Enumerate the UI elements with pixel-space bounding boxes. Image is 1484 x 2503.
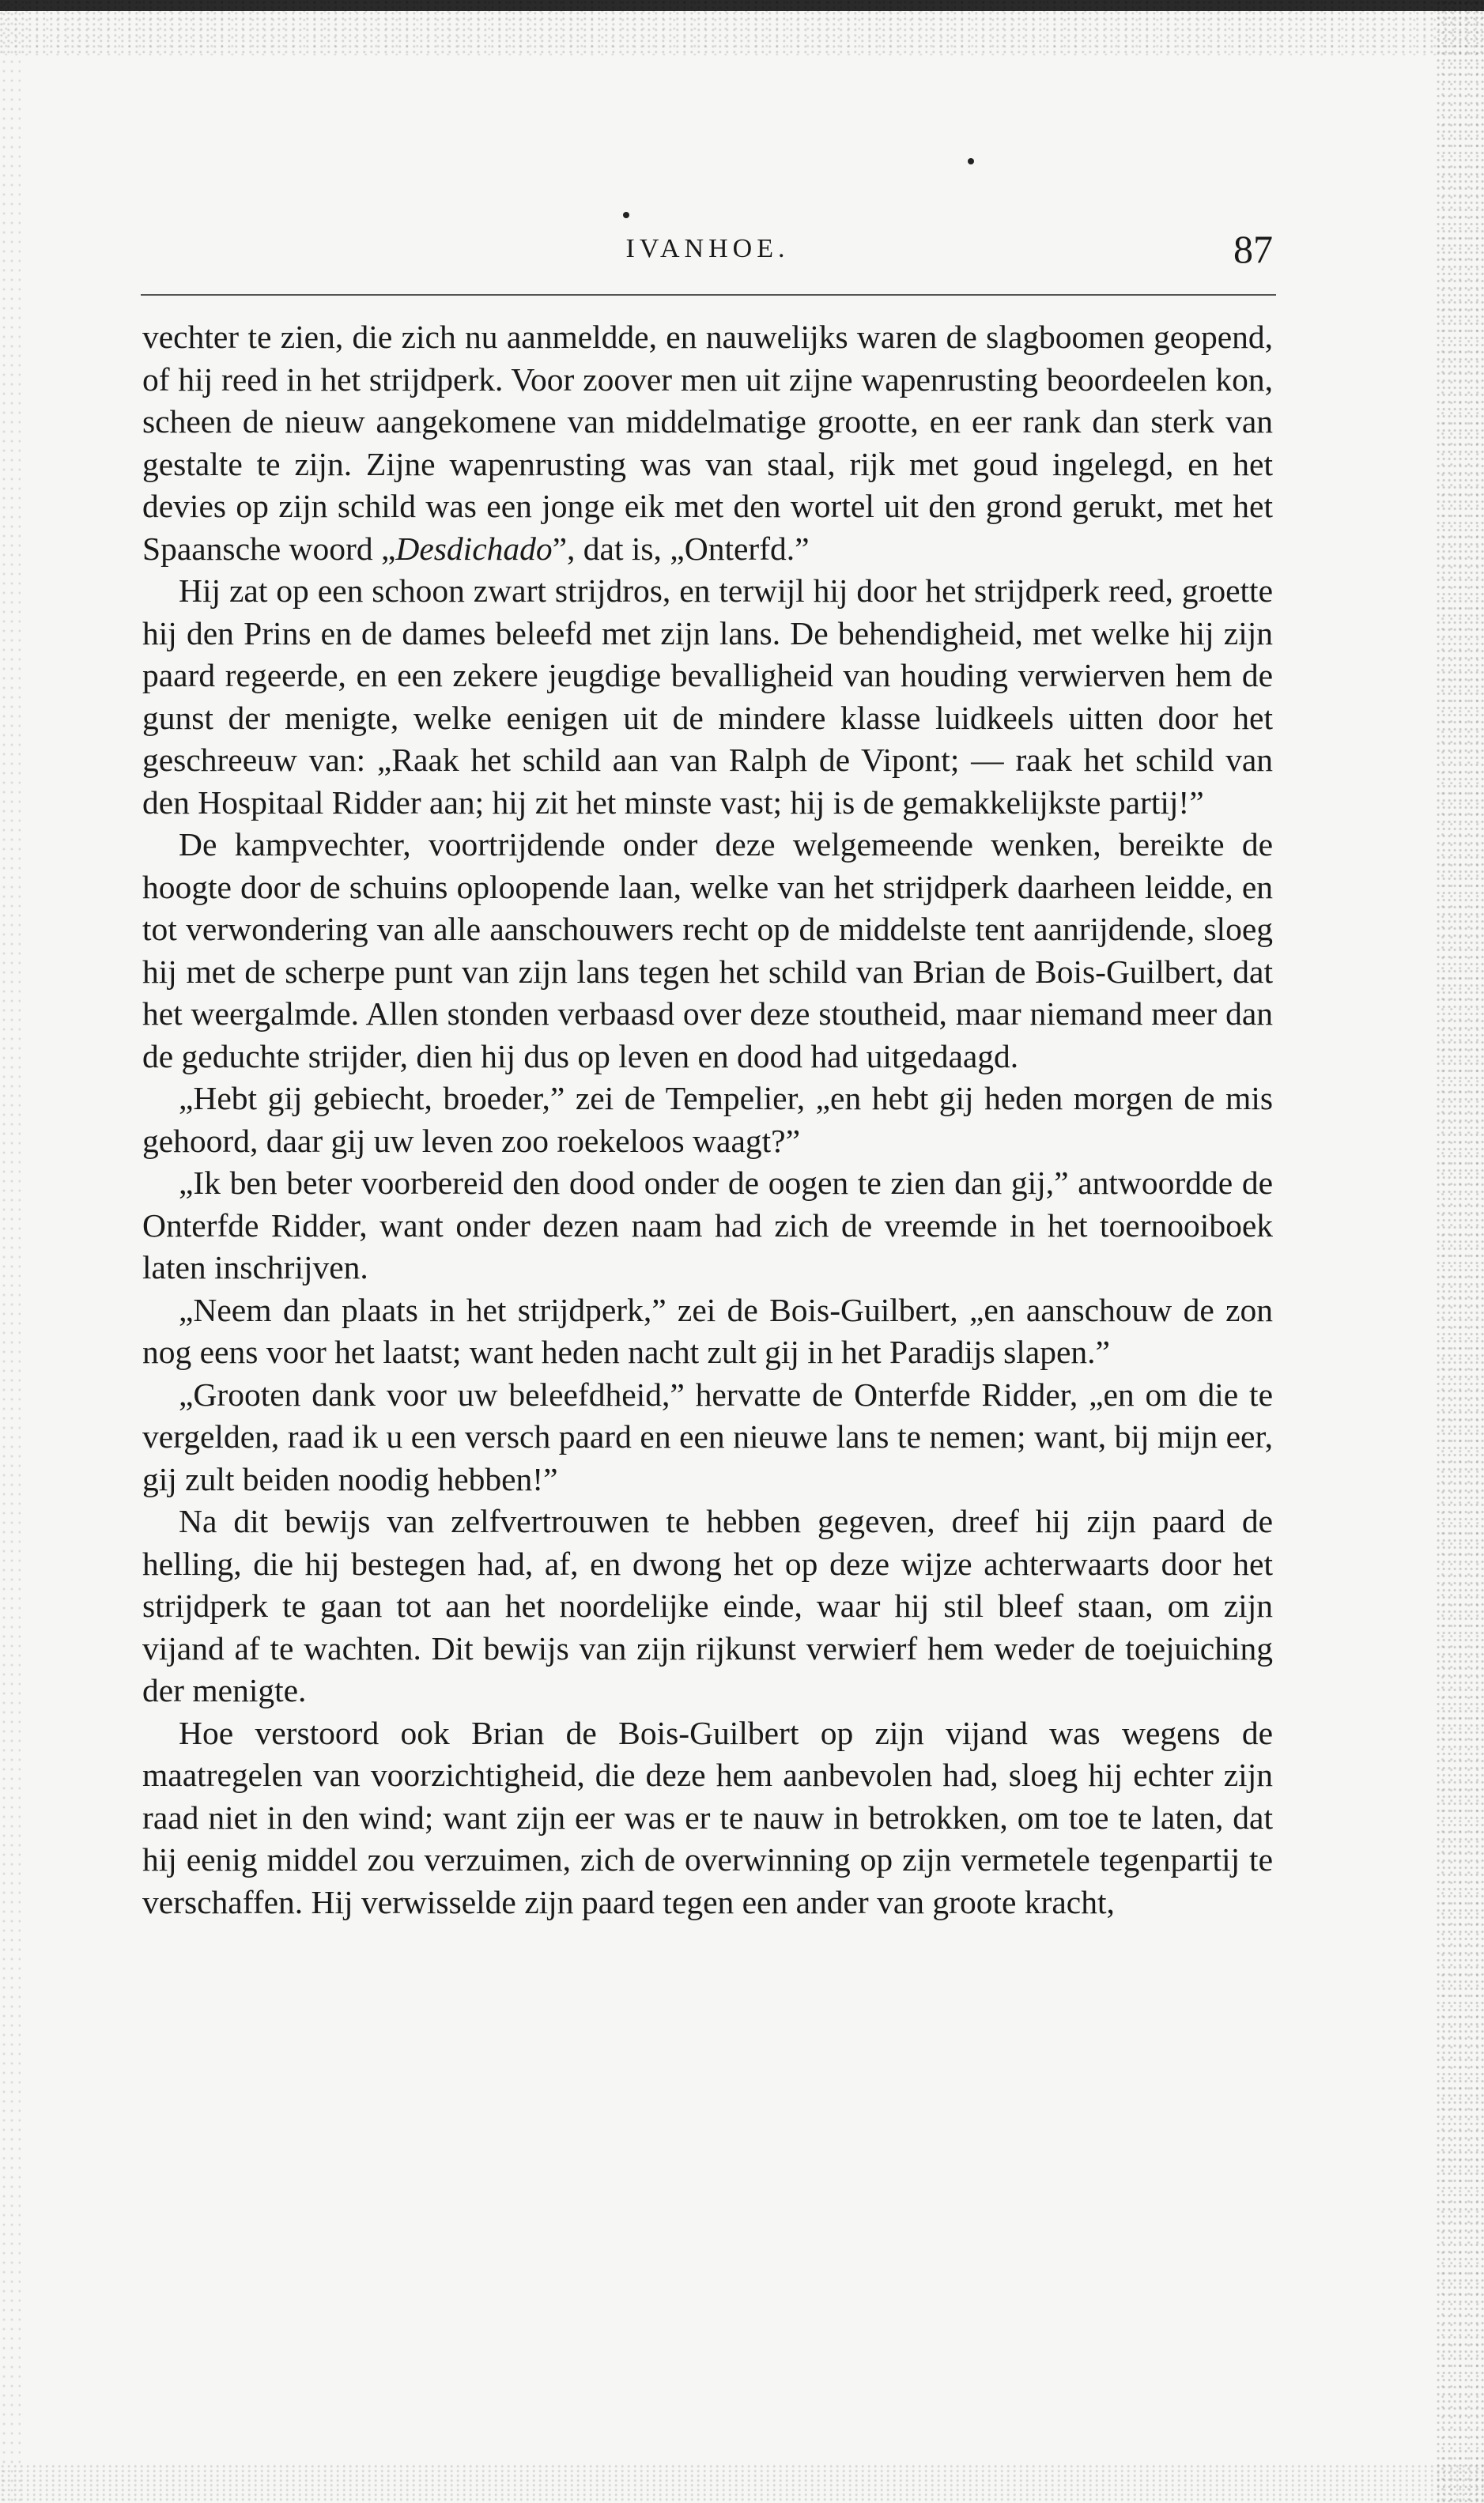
paragraph-p5 <box>142 1162 1273 1289</box>
text-segment: „Grooten dank voor uw beleefdheid,” hervatte de Onterfde Ridder, „en om die te vergelden, raad ik u een versch paard en een nieuwe lans te nemen; want, bij mijn eer, gij zult beiden noodig hebben!” <box>142 1376 1273 1497</box>
text-segment: „Neem dan plaats in het strijdperk,” zei de Bois-Guilbert, „en aanschouw de zon nog eens voor het laatst; want heden nacht zult gij in het Paradijs slapen.” <box>142 1291 1273 1370</box>
text-segment: Hij zat op een schoon zwart strijdros, en terwijl hij door het strijdperk reed, groette hij den Prins en de dames beleefd met zijn lans. De behendigheid, met welke hij zijn paard regeerde, en een zekere jeugdige bevalligheid van houding verwierven hem de gunst der menigte, welke eenigen uit de mindere klasse luidkeels uitten door het geschreeuw van: „Raak het schild aan van Ralph de Vipont; — raak het schild van den Hospitaal Ridder aan; hij zit het minste vast; hij is de gemakkelijkste partij!” <box>142 572 1273 821</box>
paragraph-p7 <box>142 1374 1273 1501</box>
paragraph-p1 <box>142 316 1273 570</box>
page-header <box>142 226 1273 281</box>
text-segment: „Hebt gij gebiecht, broeder,” zei de Tempelier, „en hebt gij heden morgen de mis gehoord, daar gij uw leven zoo roekeloos waagt?” <box>142 1080 1273 1159</box>
text-segment: vechter te zien, die zich nu aanmeldde, en nauwelijks waren de slagboomen geopend, of hij reed in het strijdperk. Voor zoover men uit zijne wapenrusting beoordeelen kon, scheen de nieuw aangekomene van middelmatige grootte, en eer rank dan sterk van gestalte te zijn. Zijne wapenrusting was van staal, rijk met goud ingelegd, en het devies op zijn schild was een jonge eik met den wortel uit den grond gerukt, met het Spaansche woord „ <box>142 319 1273 567</box>
scan-noise-bottom <box>0 2463 1484 2503</box>
ink-speck <box>623 212 629 218</box>
text-segment: Hoe verstoord ook Brian de Bois-Guilbert op zijn vijand was wegens de maatregelen van voorzichtigheid, die deze hem aanbevolen had, sloeg hij echter zijn raad niet in den wind; want zijn eer was er te nauw in betrokken, om toe te laten, dat hij eenig middel zou verzuimen, zich de overwinning op zijn vermetele tegenpartij te verschaffen. Hij verwisselde zijn paard tegen een ander van groote kracht, <box>142 1714 1273 1920</box>
page-number: 87 <box>1233 227 1273 271</box>
running-title: IVANHOE. <box>625 234 790 263</box>
paragraph-p3 <box>142 824 1273 1078</box>
paragraph-p6 <box>142 1289 1273 1374</box>
scan-noise-left <box>0 0 21 2503</box>
paragraph-p9 <box>142 1712 1273 1924</box>
italic-term: Desdichado <box>395 530 553 567</box>
body-text <box>142 316 1273 1923</box>
text-segment: De kampvechter, voortrijdende onder deze welgemeende wenken, bereikte de hoogte door de schuins oploopende laan, welke van het strijdperk daarheen leidde, en tot verwondering van alle aanschouwers recht op de middelste tent aanrijdende, sloeg hij met de scherpe punt van zijn lans tegen het schild van Brian de Bois-Guilbert, dat het weergalmde. Allen stonden verbaasd over deze stoutheid, maar niemand meer dan de geduchte strijder, dien hij dus op leven en dood had uitgedaagd. <box>142 826 1273 1074</box>
paragraph-p4 <box>142 1078 1273 1162</box>
text-segment: ”, dat is, „Onterfd.” <box>552 530 810 567</box>
paragraph-p2 <box>142 570 1273 824</box>
header-rule <box>141 294 1276 296</box>
paragraph-p8 <box>142 1501 1273 1712</box>
scan-noise-top <box>0 0 1484 55</box>
scan-noise-right <box>1437 0 1484 2503</box>
text-segment: „Ik ben beter voorbereid den dood onder de oogen te zien dan gij,” antwoordde de Onterfde Ridder, want onder dezen naam had zich de vreemde in het toernooiboek laten inschrijven. <box>142 1165 1273 1285</box>
ink-speck <box>968 158 974 164</box>
text-segment: Na dit bewijs van zelfvertrouwen te hebben gegeven, dreef hij zijn paard de helling, die hij bestegen had, af, en dwong het op deze wijze achterwaarts door het strijdperk te gaan tot aan het noordelijke einde, waar hij stil bleef staan, om zijn vijand af te wachten. Dit bewijs van zijn rijkunst verwierf hem weder de toejuiching der menigte. <box>142 1503 1273 1708</box>
